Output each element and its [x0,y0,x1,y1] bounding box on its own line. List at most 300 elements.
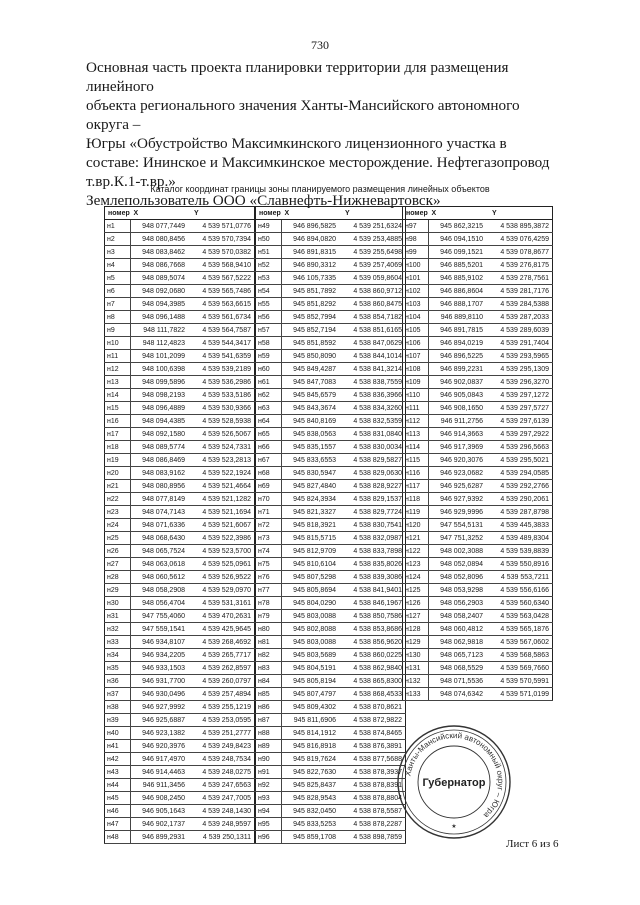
cell-num: н41 [105,740,131,753]
cell-x: 945 804,5191 [282,662,343,675]
table-row [105,571,255,584]
cell-num: н7 [105,298,131,311]
cell-x: 946 931,7700 [131,675,192,688]
cell-num: н13 [105,376,131,389]
table-row [105,402,255,415]
cell-num: н68 [256,467,282,480]
table-row [256,727,406,740]
table-row [256,532,406,545]
cell-y: 4 538 854,7182 [342,311,406,324]
cell-x: 945 851,8292 [282,298,343,311]
table-row [105,233,255,246]
cell-y: 4 539 536,2986 [191,376,255,389]
table-row [403,415,553,428]
cell-y: 4 538 846,1967 [342,597,406,610]
cell-x: 945 859,1708 [282,831,343,844]
cell-x: 946 885,9102 [429,272,490,285]
cell-y: 4 538 851,6165 [342,324,406,337]
table-row [403,610,553,623]
table-row [105,285,255,298]
table-row [105,649,255,662]
cell-y: 4 539 257,4894 [191,688,255,701]
table-row [256,558,406,571]
cell-y: 4 538 847,0629 [342,337,406,350]
cell-x: 948 083,9162 [131,467,192,480]
cell-y: 4 539 293,5965 [489,350,553,363]
cell-y: 4 538 835,8026 [342,558,406,571]
cell-x: 946 920,3976 [131,740,192,753]
table-row [256,805,406,818]
cell-num: н57 [256,324,282,337]
cell-num: н84 [256,675,282,688]
cell-num: н102 [403,285,429,298]
cell-x: 945 804,0290 [282,597,343,610]
cell-x: 945 802,8088 [282,623,343,636]
cell-x: 948 089,5774 [131,441,192,454]
table-row [256,649,406,662]
cell-y: 4 538 834,3260 [342,402,406,415]
table-row [105,259,255,272]
table-header-row [105,207,255,220]
cell-num: н114 [403,441,429,454]
cell-y: 4 539 296,3270 [489,376,553,389]
cell-y: 4 538 872,9822 [342,714,406,727]
cell-y: 4 539 250,1311 [191,831,255,844]
cell-y: 4 538 878,8391 [342,779,406,792]
cell-num: н63 [256,402,282,415]
cell-x: 945 803,0088 [282,610,343,623]
cell-y: 4 539 268,4692 [191,636,255,649]
coordinate-table [255,206,406,844]
cell-num: н69 [256,480,282,493]
cell-x: 945 812,9709 [282,545,343,558]
cell-x: 945 811,6906 [282,714,343,727]
cell-y: 4 539 553,7211 [489,571,553,584]
cell-num: н12 [105,363,131,376]
cell-num: н35 [105,662,131,675]
table-row [403,259,553,272]
table-row [403,298,553,311]
cell-num: н67 [256,454,282,467]
cell-x: 945 822,7630 [282,766,343,779]
cell-num: н96 [256,831,282,844]
cell-y: 4 538 836,3966 [342,389,406,402]
cell-num: н51 [256,246,282,259]
cell-num: н23 [105,506,131,519]
table-row [105,740,255,753]
cell-x: 948 053,9298 [429,584,490,597]
cell-y: 4 539 265,7717 [191,649,255,662]
table-row [105,363,255,376]
cell-num: н89 [256,740,282,753]
table-row [105,610,255,623]
table-row [256,623,406,636]
cell-num: н20 [105,467,131,480]
cell-num: н92 [256,779,282,792]
cell-num: н26 [105,545,131,558]
cell-num: н66 [256,441,282,454]
cell-y: 4 538 878,3937 [342,766,406,779]
cell-num: н50 [256,233,282,246]
table-row [256,467,406,480]
cell-x: 948 083,8462 [131,246,192,259]
cell-num: н117 [403,480,429,493]
table-row [105,246,255,259]
table-row [256,584,406,597]
coordinate-table [104,206,255,844]
cell-y: 4 539 530,9366 [191,402,255,415]
table-row [256,324,406,337]
cell-y: 4 538 831,0840 [342,428,406,441]
table-row [256,480,406,493]
cell-y: 4 538 876,3891 [342,740,406,753]
cell-y: 4 539 255,6498 [342,246,406,259]
cell-y: 4 539 470,2631 [191,610,255,623]
table-row [105,597,255,610]
cell-y: 4 539 521,1694 [191,506,255,519]
cell-x: 948 002,3088 [429,545,490,558]
table-row [256,415,406,428]
table-row [256,350,406,363]
cell-y: 4 539 524,7331 [191,441,255,454]
cell-x: 946 890,3312 [282,259,343,272]
cell-y: 4 539 529,0970 [191,584,255,597]
cell-num: н100 [403,259,429,272]
cell-x: 945 833,6553 [282,454,343,467]
cell-num: н5 [105,272,131,285]
cell-y: 4 539 565,1876 [489,623,553,636]
cell-num: н131 [403,662,429,675]
table-row [256,506,406,519]
cell-x: 947 751,3252 [429,532,490,545]
table-row [105,662,255,675]
cell-x: 946 891,7815 [429,324,490,337]
table-row [256,792,406,805]
cell-y: 4 539 297,1272 [489,389,553,402]
cell-num: н39 [105,714,131,727]
table-row [403,389,553,402]
cell-y: 4 538 860,0225 [342,649,406,662]
cell-y: 4 538 860,8475 [342,298,406,311]
cell-num: н106 [403,337,429,350]
header-y: Y [489,207,553,220]
cell-y: 4 539 255,1219 [191,701,255,714]
cell-y: 4 539 262,8597 [191,662,255,675]
cell-x: 948 063,0618 [131,558,192,571]
cell-num: н86 [256,701,282,714]
cell-num: н3 [105,246,131,259]
cell-x: 946 899,2231 [429,363,490,376]
cell-x: 948 092,1580 [131,428,192,441]
cell-x: 946 905,0843 [429,389,490,402]
cell-y: 4 539 260,0797 [191,675,255,688]
cell-y: 4 539 287,8798 [489,506,553,519]
cell-num: н64 [256,415,282,428]
cell-num: н79 [256,610,282,623]
cell-x: 945 830,5947 [282,467,343,480]
cell-x: 946 885,5201 [429,259,490,272]
cell-y: 4 538 898,7859 [342,831,406,844]
table-row [105,753,255,766]
cell-num: н33 [105,636,131,649]
table-row [256,441,406,454]
cell-x: 945 852,7194 [282,324,343,337]
cell-y: 4 538 878,5587 [342,805,406,818]
table-row [403,688,553,701]
cell-num: н81 [256,636,282,649]
table-row [105,428,255,441]
table-row [105,792,255,805]
cell-x: 945 818,3921 [282,519,343,532]
cell-x: 948 060,4812 [429,623,490,636]
cell-y: 4 539 247,7005 [191,792,255,805]
cell-num: н30 [105,597,131,610]
cell-y: 4 539 076,4259 [489,233,553,246]
cell-x: 946 930,0496 [131,688,192,701]
cell-y: 4 539 525,0961 [191,558,255,571]
cell-num: н47 [105,818,131,831]
table-row [105,220,255,233]
cell-y: 4 538 829,0630 [342,467,406,480]
table-row [403,311,553,324]
cell-x: 946 105,7335 [282,272,343,285]
page-number: 730 [311,38,329,52]
table-row [256,740,406,753]
table-row [403,571,553,584]
table-row [256,688,406,701]
table-row [403,402,553,415]
cell-x: 948 096,4889 [131,402,192,415]
cell-num: н127 [403,610,429,623]
cell-x: 948 077,8149 [131,493,192,506]
cell-num: н94 [256,805,282,818]
cell-y: 4 539 569,7660 [489,662,553,675]
cell-y: 4 539 078,8677 [489,246,553,259]
cell-num: н65 [256,428,282,441]
cell-y: 4 538 878,8804 [342,792,406,805]
cell-x: 945 847,7083 [282,376,343,389]
cell-num: н8 [105,311,131,324]
cell-num: н59 [256,350,282,363]
table-row [256,220,406,233]
table-row [403,441,553,454]
cell-num: н18 [105,441,131,454]
cell-num: н83 [256,662,282,675]
cell-num: н58 [256,337,282,350]
table-row [403,662,553,675]
table-row [256,519,406,532]
heading-line: объекта регионального значения Ханты-Мансийского автономного округа – [86,97,520,133]
cell-num: н27 [105,558,131,571]
cell-num: н103 [403,298,429,311]
cell-x: 948 089,5074 [131,272,192,285]
cell-y: 4 538 865,8300 [342,675,406,688]
cell-x: 945 805,8194 [282,675,343,688]
table-row [105,467,255,480]
cell-num: н31 [105,610,131,623]
cell-num: н129 [403,636,429,649]
cell-y: 4 539 563,6615 [191,298,255,311]
cell-y: 4 539 287,2033 [489,311,553,324]
cell-x: 946 894,0219 [429,337,490,350]
cell-x: 946 911,2756 [429,415,490,428]
heading-line: т.вр.К.1-т.вр.» [86,173,176,190]
cell-num: н78 [256,597,282,610]
cell-x: 948 074,6342 [429,688,490,701]
table-row [256,376,406,389]
cell-x: 948 065,7524 [131,545,192,558]
cell-num: н121 [403,532,429,545]
cell-y: 4 538 828,9227 [342,480,406,493]
table-row [256,454,406,467]
table-row [105,688,255,701]
table-row [105,818,255,831]
cell-x: 948 099,5896 [131,376,192,389]
table-row [105,714,255,727]
table-header-row [403,207,553,220]
cell-y: 4 539 251,6324 [342,220,406,233]
cell-y: 4 539 296,5663 [489,441,553,454]
table-row [105,454,255,467]
cell-num: н93 [256,792,282,805]
table-row [403,545,553,558]
table-row [403,636,553,649]
cell-num: н49 [256,220,282,233]
cell-num: н99 [403,246,429,259]
cell-num: н60 [256,363,282,376]
cell-x: 945 821,3327 [282,506,343,519]
table-row [105,584,255,597]
cell-x: 945 852,7994 [282,311,343,324]
cell-y: 4 539 521,1282 [191,493,255,506]
cell-num: н53 [256,272,282,285]
table-row [256,571,406,584]
table-row [256,675,406,688]
table-row [256,246,406,259]
cell-y: 4 539 556,6166 [489,584,553,597]
cell-num: н80 [256,623,282,636]
table-row [256,662,406,675]
cell-num: н75 [256,558,282,571]
cell-x: 946 917,4970 [131,753,192,766]
cell-y: 4 539 281,7176 [489,285,553,298]
cell-x: 948 086,8469 [131,454,192,467]
table-row [403,376,553,389]
cell-x: 948 112,4823 [131,337,192,350]
cell-y: 4 539 526,9522 [191,571,255,584]
cell-y: 4 539 522,1924 [191,467,255,480]
cell-num: н76 [256,571,282,584]
cell-y: 4 539 295,1309 [489,363,553,376]
cell-x: 945 828,9543 [282,792,343,805]
cell-y: 4 539 297,6139 [489,415,553,428]
governor-seal [396,724,512,840]
cell-y: 4 538 850,7586 [342,610,406,623]
cell-y: 4 538 839,3086 [342,571,406,584]
cell-y: 4 539 489,8304 [489,532,553,545]
table-row [105,337,255,350]
table-row [256,610,406,623]
cell-x: 948 068,6430 [131,532,192,545]
cell-num: н120 [403,519,429,532]
cell-y: 4 539 533,5186 [191,389,255,402]
cell-y: 4 539 539,2189 [191,363,255,376]
cell-x: 945 803,0088 [282,636,343,649]
cell-x: 948 060,5612 [131,571,192,584]
cell-y: 4 538 829,5827 [342,454,406,467]
cell-num: н111 [403,402,429,415]
cell-num: н101 [403,272,429,285]
cell-x: 946 929,9996 [429,506,490,519]
cell-x: 948 077,7449 [131,220,192,233]
cell-x: 946 914,4463 [131,766,192,779]
cell-num: н70 [256,493,282,506]
cell-x: 946 911,3456 [131,779,192,792]
cell-num: н36 [105,675,131,688]
cell-y: 4 539 571,0776 [191,220,255,233]
cell-x: 946 923,1382 [131,727,192,740]
cell-y: 4 539 531,3161 [191,597,255,610]
table-row [105,376,255,389]
cell-y: 4 539 550,8916 [489,558,553,571]
table-row [105,805,255,818]
cell-num: н10 [105,337,131,350]
cell-x: 945 815,5715 [282,532,343,545]
table-row [256,818,406,831]
table-row [403,285,553,298]
cell-x: 946 905,1643 [131,805,192,818]
cell-y: 4 539 290,2061 [489,493,553,506]
table-row [403,428,553,441]
seal-center-text: Губернатор [422,777,486,789]
cell-num: н45 [105,792,131,805]
cell-num: н119 [403,506,429,519]
cell-num: н128 [403,623,429,636]
cell-y: 4 538 833,7898 [342,545,406,558]
cell-x: 948 101,2099 [131,350,192,363]
cell-x: 945 814,1912 [282,727,343,740]
cell-y: 4 538 878,2287 [342,818,406,831]
cell-num: н73 [256,532,282,545]
header-x: X [429,207,490,220]
cell-y: 4 538 853,8686 [342,623,406,636]
table-row [403,350,553,363]
cell-x: 947 755,4060 [131,610,192,623]
table-row [256,233,406,246]
cell-x: 946 917,3969 [429,441,490,454]
cell-num: н2 [105,233,131,246]
table-row [256,636,406,649]
table-row [105,480,255,493]
cell-num: н37 [105,688,131,701]
table-row [105,636,255,649]
header-num: номер [105,207,131,220]
cell-num: н122 [403,545,429,558]
cell-x: 948 071,6336 [131,519,192,532]
cell-x: 945 807,5298 [282,571,343,584]
cell-y: 4 539 257,4069 [342,259,406,272]
table-row [403,532,553,545]
header-x: X [131,207,192,220]
table-row [403,584,553,597]
header-y: Y [342,207,406,220]
cell-y: 4 539 567,5222 [191,272,255,285]
table-row [403,519,553,532]
table-row [105,701,255,714]
cell-y: 4 539 297,5727 [489,402,553,415]
table-row [105,623,255,636]
cell-x: 946 099,1521 [429,246,490,259]
